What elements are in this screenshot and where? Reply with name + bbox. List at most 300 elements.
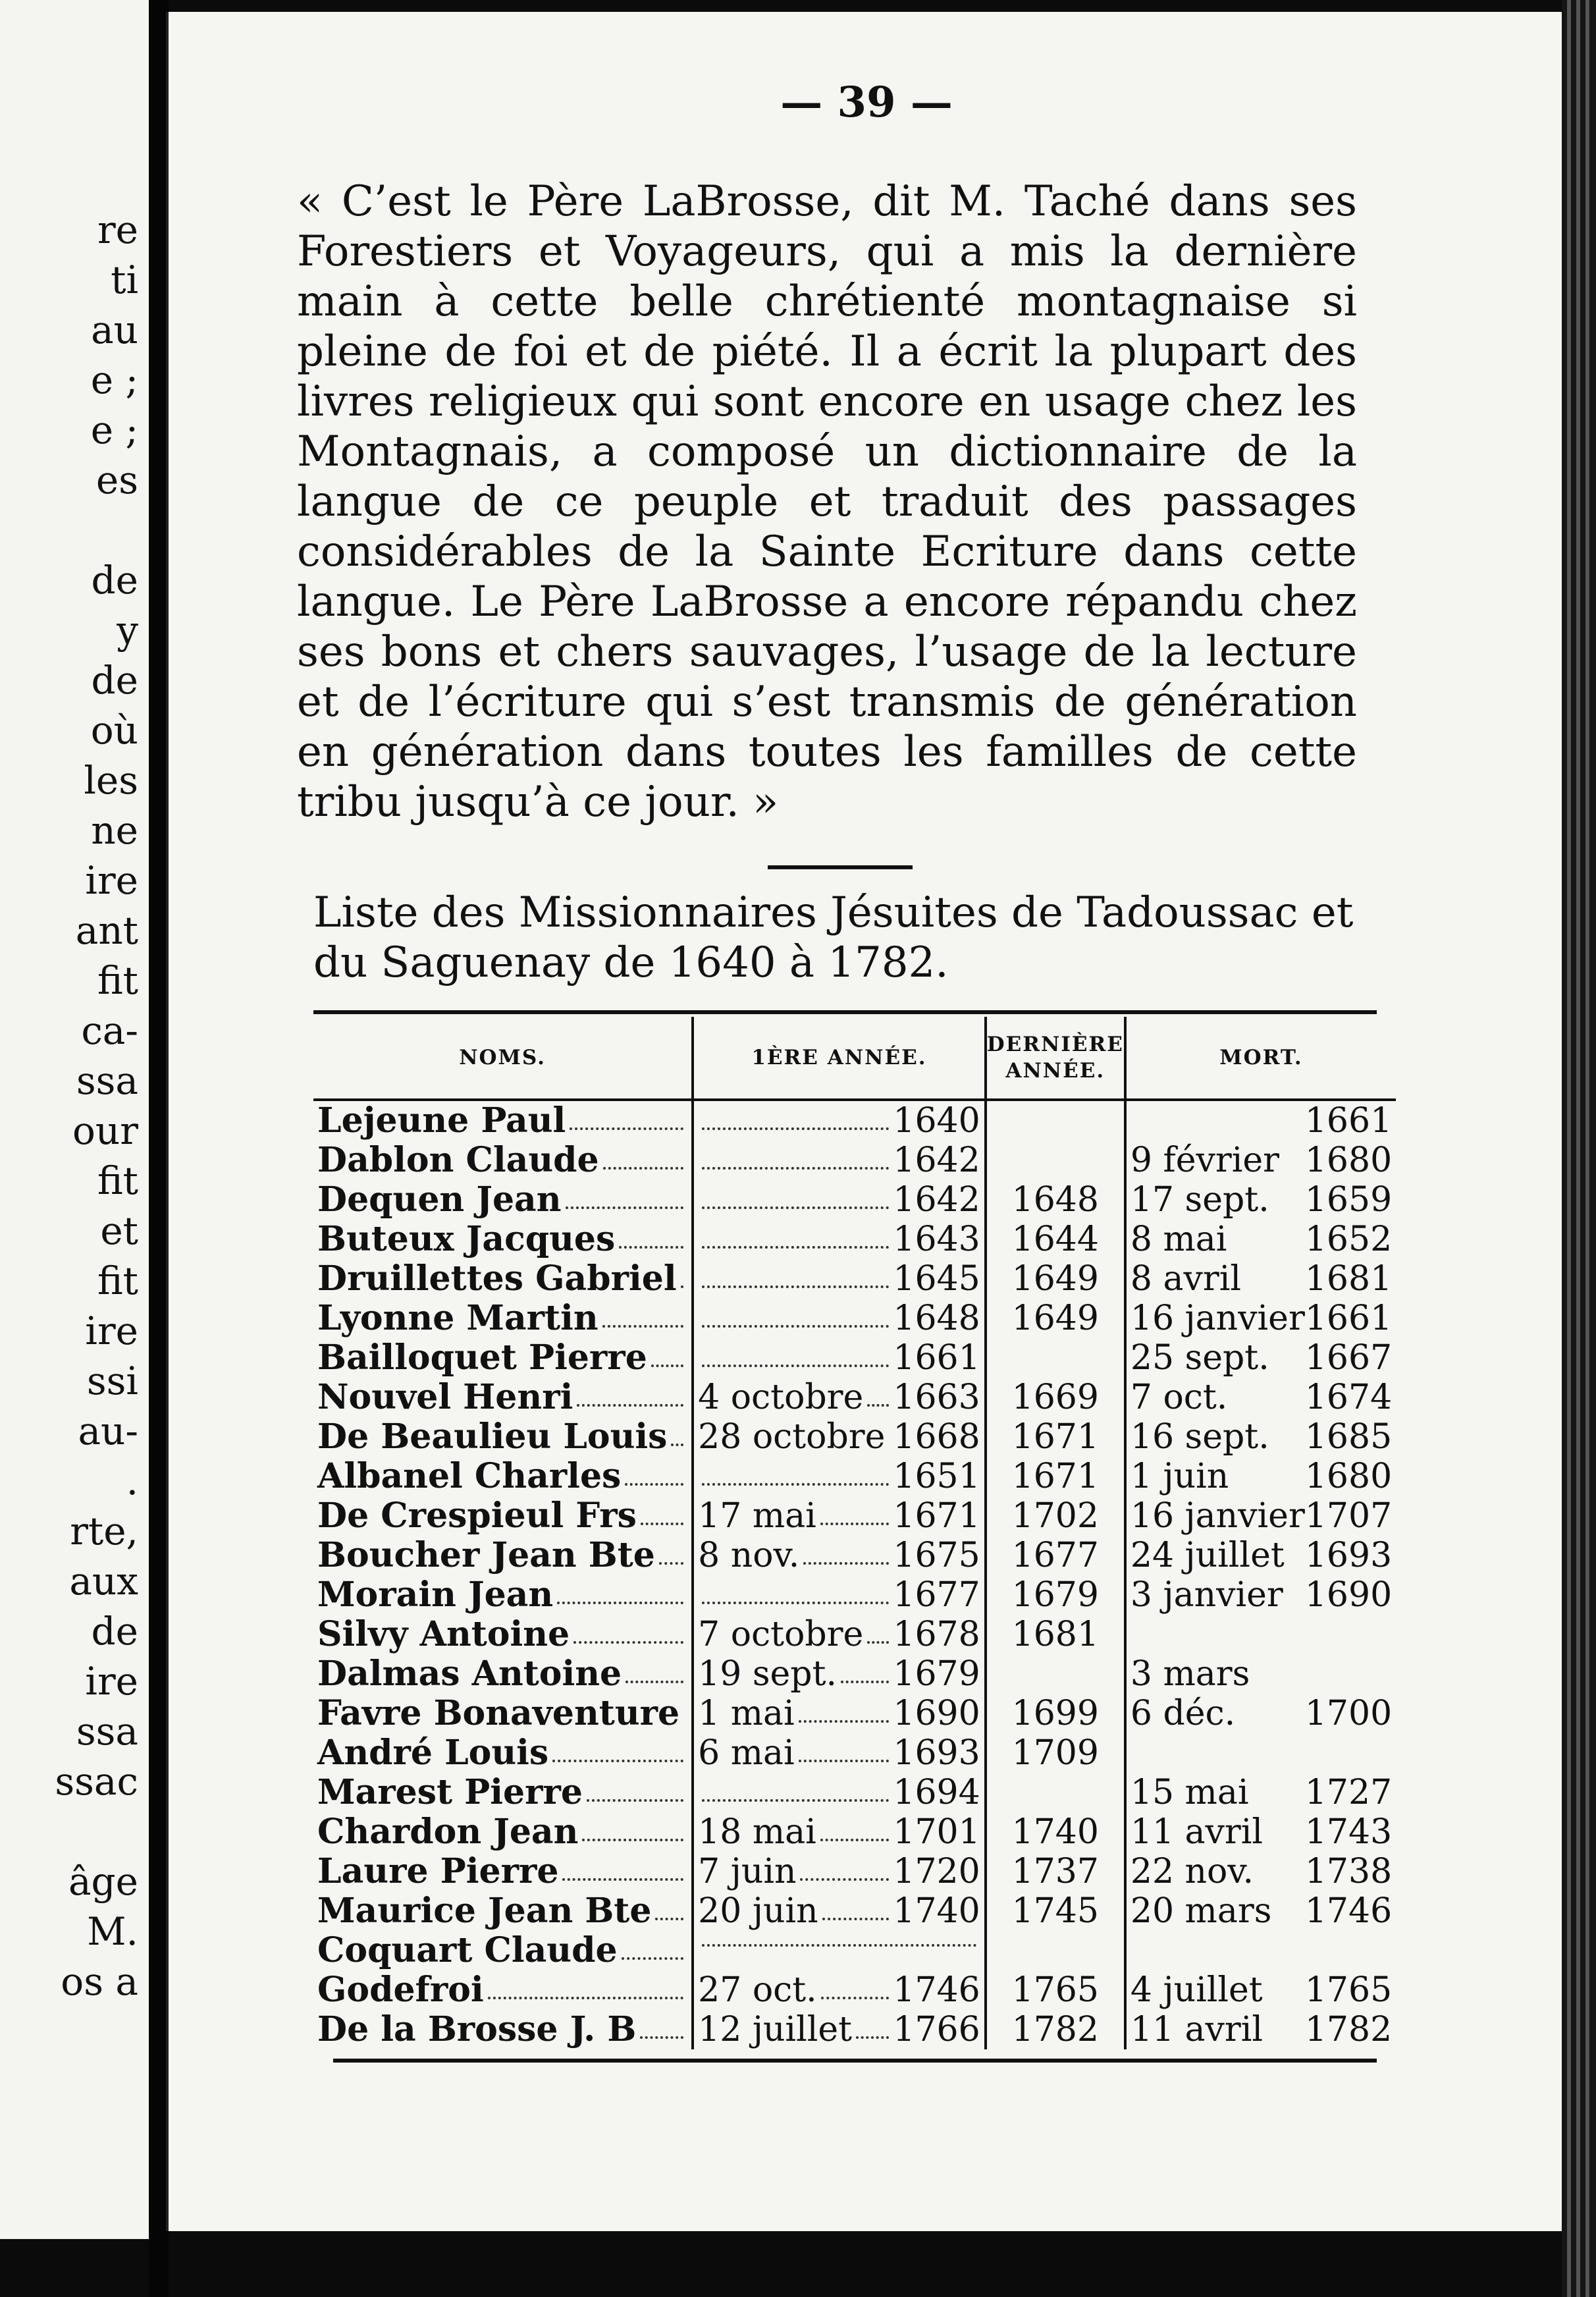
- last-year-cell: 1669: [986, 1378, 1125, 1417]
- death-cell: [1125, 1100, 1396, 1141]
- last-year-cell: 1765: [986, 1970, 1125, 2010]
- section-divider: [768, 865, 913, 869]
- first-date: 18 mai: [698, 1812, 816, 1852]
- leader-dots: [702, 1299, 889, 1328]
- list-title: Liste des Missionnaires Jésuites de Tadoussac et du Saguenay de 1640 à 1782.: [313, 888, 1354, 987]
- first-year: 1690: [893, 1694, 980, 1733]
- table-row: [313, 1100, 1396, 1141]
- death-cell: [1125, 1970, 1396, 2010]
- left-page-line: rte,: [70, 1509, 138, 1554]
- name-text: Dalmas Antoine: [317, 1654, 622, 1694]
- missionary-name: [313, 1852, 693, 1891]
- book-page: [166, 12, 1564, 2231]
- first-year-cell: [693, 1141, 986, 1180]
- missionary-name: [313, 2010, 693, 2049]
- last-year-cell: 1709: [986, 1733, 1125, 1773]
- left-page-line: os a: [61, 1959, 138, 2004]
- missionary-name: [313, 1180, 693, 1220]
- missionary-name: [313, 1575, 693, 1615]
- page-edge: [1562, 0, 1596, 2297]
- death-date: 3 janvier: [1130, 1575, 1283, 1615]
- name-text: Favre Bonaventure: [317, 1694, 680, 1733]
- table-row: [313, 1891, 1396, 1931]
- left-page-line: ssa: [76, 1709, 138, 1754]
- left-page-line: .: [126, 1459, 138, 1503]
- last-year-cell: 1649: [986, 1259, 1125, 1299]
- name-text: Silvy Antoine: [317, 1615, 570, 1654]
- death-date: 22 nov.: [1130, 1852, 1254, 1891]
- first-year: 1701: [893, 1812, 980, 1852]
- first-year: 1678: [893, 1615, 980, 1654]
- leader-dots: [641, 1496, 683, 1525]
- last-year-cell: [986, 1100, 1125, 1141]
- missionary-name: [313, 1812, 693, 1852]
- last-year-cell: 1671: [986, 1457, 1125, 1496]
- left-page-line: au: [91, 308, 138, 352]
- left-page-line: où: [90, 708, 138, 753]
- left-page-line: es: [95, 458, 138, 502]
- first-year: 1679: [893, 1654, 980, 1694]
- leader-dots: [625, 1457, 683, 1486]
- leader-dots: [488, 1970, 683, 1999]
- missionary-name: [313, 1694, 693, 1733]
- last-year-cell: 1782: [986, 2010, 1125, 2049]
- missionary-name: [313, 1496, 693, 1536]
- leader-dots: [640, 2010, 683, 2039]
- left-page-line: ant: [75, 908, 138, 953]
- first-year: 1645: [893, 1259, 980, 1299]
- death-year: 1652: [1304, 1220, 1393, 1259]
- leader-dots: [799, 1733, 890, 1762]
- death-date: 16 sept.: [1130, 1417, 1269, 1457]
- header-death: MORT.: [1125, 1017, 1396, 1100]
- last-year-cell: 1677: [986, 1536, 1125, 1575]
- leader-dots: [681, 1259, 684, 1288]
- last-year-cell: 1745: [986, 1891, 1125, 1931]
- death-year: 1667: [1304, 1338, 1393, 1378]
- left-page-line: les: [84, 758, 138, 803]
- name-text: De Beaulieu Louis: [317, 1417, 668, 1457]
- death-date: 3 mars: [1130, 1654, 1250, 1694]
- name-text: Bailloquet Pierre: [317, 1338, 647, 1378]
- death-year: 1659: [1304, 1180, 1393, 1220]
- leader-dots: [570, 1101, 683, 1130]
- leader-dots: [625, 1654, 683, 1683]
- death-cell: [1125, 1141, 1396, 1180]
- first-date: 19 sept.: [698, 1654, 837, 1694]
- leader-dots: [602, 1299, 683, 1328]
- death-cell: [1125, 1615, 1396, 1654]
- table-row: [313, 1299, 1396, 1338]
- first-year: 1677: [893, 1575, 980, 1615]
- table-row: [313, 1654, 1396, 1694]
- name-text: Marest Pierre: [317, 1773, 583, 1812]
- name-text: Coquart Claude: [317, 1931, 618, 1970]
- missionary-name: [313, 1891, 693, 1931]
- header-last-year: DERNIÈRE ANNÉE.: [986, 1017, 1125, 1100]
- left-page-line: âge: [68, 1859, 138, 1904]
- name-text: Dequen Jean: [317, 1180, 562, 1220]
- leader-dots: [582, 1812, 683, 1841]
- leader-dots: [552, 1733, 683, 1762]
- leader-dots: [799, 1694, 890, 1723]
- last-year-cell: [986, 1338, 1125, 1378]
- death-year: 1674: [1304, 1378, 1393, 1417]
- first-year: 1694: [893, 1773, 980, 1812]
- left-page-line: fit: [97, 1158, 138, 1203]
- left-page-line: de: [91, 658, 138, 703]
- missionary-name: [313, 1259, 693, 1299]
- name-text: Morain Jean: [317, 1575, 554, 1615]
- leader-dots: [702, 1575, 889, 1604]
- first-year-cell: [693, 1970, 986, 2010]
- first-year-cell: [693, 1931, 986, 1970]
- left-page-line: au-: [78, 1409, 138, 1453]
- death-cell: [1125, 1496, 1396, 1536]
- last-year-cell: 1681: [986, 1615, 1125, 1654]
- table-row: [313, 1536, 1396, 1575]
- table-row: [313, 1931, 1396, 1970]
- table-row: [313, 1180, 1396, 1220]
- last-year-cell: 1737: [986, 1852, 1125, 1891]
- left-page-line: ca-: [81, 1008, 138, 1053]
- last-year-cell: [986, 1141, 1125, 1180]
- name-text: Chardon Jean: [317, 1812, 579, 1852]
- first-date: 12 juillet: [698, 2010, 852, 2049]
- left-page-line: aux: [69, 1559, 138, 1604]
- last-year-cell: 1648: [986, 1180, 1125, 1220]
- leader-dots: [562, 1852, 683, 1881]
- missionary-name: [313, 1100, 693, 1141]
- first-date: 7 juin: [698, 1852, 797, 1891]
- leader-dots: [800, 1852, 889, 1881]
- death-year: 1743: [1304, 1812, 1393, 1852]
- table-row: [313, 1378, 1396, 1417]
- first-year-cell: [693, 1259, 986, 1299]
- first-year-cell: [693, 1654, 986, 1694]
- leader-dots: [577, 1378, 683, 1407]
- death-cell: [1125, 1575, 1396, 1615]
- first-year: 1643: [893, 1220, 980, 1259]
- leader-dots: [622, 1931, 684, 1960]
- death-year: 1727: [1304, 1773, 1393, 1812]
- death-cell: [1125, 1299, 1396, 1338]
- first-year: 1675: [893, 1536, 980, 1575]
- missionary-name: [313, 1654, 693, 1694]
- death-cell: [1125, 1180, 1396, 1220]
- name-text: Lejeune Paul: [317, 1100, 566, 1141]
- death-cell: [1125, 1891, 1396, 1931]
- death-year: 1700: [1304, 1694, 1393, 1733]
- missionary-name: [313, 1536, 693, 1575]
- left-page-line: ssa: [76, 1058, 138, 1103]
- table-row: [313, 1417, 1396, 1457]
- first-year-cell: [693, 1812, 986, 1852]
- death-cell: [1125, 1931, 1396, 1970]
- missionary-name: [313, 1457, 693, 1496]
- left-page-line: ire: [85, 1659, 138, 1704]
- death-date: 8 avril: [1130, 1259, 1241, 1299]
- header-names: NOMS.: [313, 1017, 693, 1100]
- leader-dots: [702, 1944, 976, 1947]
- leader-dots: [867, 1378, 889, 1407]
- death-cell: [1125, 1852, 1396, 1891]
- first-year-cell: [693, 1378, 986, 1417]
- name-text: Maurice Jean Bte: [317, 1891, 652, 1931]
- death-cell: [1125, 1733, 1396, 1773]
- death-date: 11 avril: [1130, 2010, 1264, 2049]
- left-page-line: M.: [87, 1909, 138, 1954]
- missionary-name: [313, 1615, 693, 1654]
- death-year: 1707: [1304, 1496, 1393, 1536]
- table-row: [313, 1338, 1396, 1378]
- first-year-cell: [693, 1417, 986, 1457]
- name-text: André Louis: [317, 1733, 549, 1773]
- table-row: [313, 2010, 1396, 2049]
- left-page-line: ire: [85, 1309, 138, 1353]
- missionary-name: [313, 1220, 693, 1259]
- missionary-name: [313, 1299, 693, 1338]
- death-year: 1680: [1304, 1457, 1393, 1496]
- leader-dots: [820, 1812, 890, 1841]
- leader-dots: [702, 1141, 889, 1170]
- death-date: 6 déc.: [1130, 1694, 1236, 1733]
- last-year-cell: 1644: [986, 1220, 1125, 1259]
- page-number: — 39 —: [780, 78, 953, 127]
- first-year-cell: [693, 1575, 986, 1615]
- leader-dots: [557, 1575, 683, 1604]
- leader-dots: [702, 1773, 889, 1802]
- death-date: 20 mars: [1130, 1891, 1272, 1931]
- last-year-cell: 1649: [986, 1299, 1125, 1338]
- first-year-cell: [693, 1536, 986, 1575]
- first-year-cell: [693, 1773, 986, 1812]
- leader-dots: [702, 1457, 889, 1486]
- death-year: 1738: [1304, 1852, 1393, 1891]
- missionary-name: [313, 1970, 693, 2010]
- last-year-cell: [986, 1931, 1125, 1970]
- death-cell: [1125, 2010, 1396, 2049]
- left-page-line: y: [117, 608, 138, 653]
- left-page-line: ssi: [86, 1359, 138, 1403]
- death-year: 1661: [1304, 1299, 1393, 1338]
- first-year: 1642: [893, 1180, 980, 1220]
- death-year: 1685: [1304, 1417, 1393, 1457]
- table-top-rule: [313, 1010, 1377, 1014]
- leader-dots: [603, 1141, 684, 1170]
- leader-dots: [702, 1220, 889, 1249]
- left-page-line: et: [100, 1208, 138, 1253]
- death-cell: [1125, 1773, 1396, 1812]
- last-year-cell: [986, 1654, 1125, 1694]
- first-year-cell: [693, 1496, 986, 1536]
- leader-dots: [820, 1496, 890, 1525]
- table-row: [313, 1220, 1396, 1259]
- first-date: 8 nov.: [698, 1536, 800, 1575]
- leader-dots: [841, 1654, 889, 1683]
- left-page-line: ti: [111, 257, 138, 302]
- left-page-fragment: [0, 0, 149, 2239]
- first-date: 20 juin: [698, 1891, 818, 1931]
- table-row: [313, 1812, 1396, 1852]
- name-text: Lyonne Martin: [317, 1299, 598, 1338]
- table-bottom-rule: [333, 2059, 1377, 2063]
- leader-dots: [702, 1180, 889, 1209]
- first-date: 1 mai: [698, 1694, 795, 1733]
- name-text: De la Brosse J. B: [317, 2010, 637, 2049]
- left-page-line: e ;: [90, 358, 138, 402]
- missionary-name: [313, 1773, 693, 1812]
- first-year: 1651: [893, 1457, 980, 1496]
- name-text: Boucher Jean Bte: [317, 1536, 655, 1575]
- first-year: 1693: [893, 1733, 980, 1773]
- death-date: 16 janvier: [1130, 1496, 1305, 1536]
- name-text: Druillettes Gabriel: [317, 1259, 677, 1299]
- death-cell: [1125, 1378, 1396, 1417]
- death-year: 1661: [1304, 1101, 1393, 1141]
- first-year-cell: [693, 1299, 986, 1338]
- first-year: 1671: [893, 1496, 980, 1536]
- last-year-cell: 1699: [986, 1694, 1125, 1733]
- first-year-cell: [693, 2010, 986, 2049]
- missionary-name: [313, 1378, 693, 1417]
- leader-dots: [655, 1891, 683, 1920]
- table-row: [313, 1694, 1396, 1733]
- quote-paragraph: « C’est le Père LaBrosse, dit M. Taché dans ses Forestiers et Voyageurs, qui a mis la dernière main à cette belle chrétienté montagnaise si pleine de foi et de piété. Il a écrit la plupart des livres religieux qui sont encore en usage chez les Montagnais, a composé un dictionnaire de la langue de ce peuple et traduit des passages considérables de la Sainte Ecriture dans cette langue. Le Père LaBrosse a encore répandu chez ses bons et chers sauvages, l’usage de la lecture et de l’écriture qui s’est transmis de génération en génération dans toutes les familles de cette tribu jusqu’à ce jour. »: [297, 177, 1357, 826]
- leader-dots: [659, 1536, 683, 1565]
- first-year-cell: [693, 1891, 986, 1931]
- missionary-name: [313, 1141, 693, 1180]
- leader-dots: [651, 1338, 683, 1367]
- last-year-cell: 1679: [986, 1575, 1125, 1615]
- death-cell: [1125, 1536, 1396, 1575]
- death-date: 17 sept.: [1130, 1180, 1269, 1220]
- death-year: 1690: [1304, 1575, 1393, 1615]
- leader-dots: [566, 1180, 684, 1209]
- death-cell: [1125, 1812, 1396, 1852]
- first-date: 28 octobre: [698, 1417, 886, 1457]
- first-date: 27 oct.: [698, 1970, 817, 2010]
- table-row: [313, 1852, 1396, 1891]
- leader-dots: [573, 1615, 683, 1644]
- table-row: [313, 1615, 1396, 1654]
- first-year: 1640: [893, 1101, 980, 1141]
- table-row: [313, 1773, 1396, 1812]
- first-year-cell: [693, 1852, 986, 1891]
- missionary-name: [313, 1931, 693, 1970]
- name-text: De Crespieul Frs: [317, 1496, 637, 1536]
- death-date: 1 juin: [1130, 1457, 1229, 1496]
- name-text: Dablon Claude: [317, 1141, 599, 1180]
- left-page-line: de: [91, 558, 138, 603]
- last-year-cell: [986, 1773, 1125, 1812]
- leader-dots: [619, 1220, 683, 1249]
- header-first-year: 1ÈRE ANNÉE.: [693, 1017, 986, 1100]
- table-row: [313, 1259, 1396, 1299]
- death-date: 7 oct.: [1130, 1378, 1228, 1417]
- left-page-line: e ;: [90, 408, 138, 452]
- leader-dots: [867, 1615, 889, 1644]
- name-text: Albanel Charles: [317, 1457, 622, 1496]
- first-year-cell: [693, 1338, 986, 1378]
- leader-dots: [702, 1338, 889, 1367]
- death-year: 1693: [1304, 1536, 1393, 1575]
- first-date: 17 mai: [698, 1496, 816, 1536]
- death-year: 1681: [1304, 1259, 1393, 1299]
- name-text: Nouvel Henri: [317, 1378, 573, 1417]
- first-year: 1720: [893, 1852, 980, 1891]
- death-cell: [1125, 1259, 1396, 1299]
- death-cell: [1125, 1220, 1396, 1259]
- table-row: [313, 1457, 1396, 1496]
- first-year: 1746: [893, 1970, 980, 2010]
- death-cell: [1125, 1417, 1396, 1457]
- left-page-line: fit: [97, 958, 138, 1003]
- death-date: 25 sept.: [1130, 1338, 1269, 1378]
- death-date: 9 février: [1130, 1141, 1279, 1180]
- left-page-line: ire: [85, 858, 138, 903]
- death-year: 1782: [1304, 2010, 1393, 2049]
- first-date: 7 octobre: [698, 1615, 864, 1654]
- death-date: 15 mai: [1130, 1773, 1249, 1812]
- leader-dots: [671, 1417, 683, 1446]
- first-year-cell: [693, 1733, 986, 1773]
- missionary-name: [313, 1733, 693, 1773]
- table-body: [313, 1100, 1396, 2049]
- left-page-line: ssac: [55, 1759, 138, 1804]
- leader-dots: [702, 1259, 889, 1288]
- left-page-line: fit: [97, 1258, 138, 1303]
- death-date: 11 avril: [1130, 1812, 1264, 1852]
- death-cell: [1125, 1694, 1396, 1733]
- leader-dots: [587, 1773, 683, 1802]
- name-text: Godefroi: [317, 1970, 484, 2010]
- table-row: [313, 1733, 1396, 1773]
- leader-dots: [821, 1970, 890, 1999]
- first-date: 4 octobre: [698, 1378, 864, 1417]
- leader-dots: [822, 1891, 890, 1920]
- death-date: 8 mai: [1130, 1220, 1227, 1259]
- death-date: 16 janvier: [1130, 1299, 1305, 1338]
- left-page-line: ne: [91, 808, 138, 853]
- death-year: 1680: [1304, 1141, 1393, 1180]
- death-cell: [1125, 1654, 1396, 1694]
- name-text: Buteux Jacques: [317, 1220, 616, 1259]
- missionaries-table: [313, 1017, 1396, 2049]
- table-row: [313, 1141, 1396, 1180]
- left-page-line: re: [97, 207, 138, 252]
- first-year-cell: [693, 1457, 986, 1496]
- table-row: [313, 1970, 1396, 2010]
- death-cell: [1125, 1457, 1396, 1496]
- missionary-name: [313, 1417, 693, 1457]
- first-year: 1740: [893, 1891, 980, 1931]
- table-header-row: [313, 1017, 1396, 1100]
- left-page-line: de: [91, 1609, 138, 1654]
- last-year-cell: 1671: [986, 1417, 1125, 1457]
- death-date: 24 juillet: [1130, 1536, 1285, 1575]
- first-date: 6 mai: [698, 1733, 795, 1773]
- leader-dots: [702, 1101, 889, 1130]
- death-year: 1746: [1304, 1891, 1393, 1931]
- death-year: 1765: [1304, 1970, 1393, 2010]
- first-year-cell: [693, 1100, 986, 1141]
- table-row: [313, 1496, 1396, 1536]
- first-year: 1648: [893, 1299, 980, 1338]
- missionary-name: [313, 1338, 693, 1378]
- first-year: 1642: [893, 1141, 980, 1180]
- name-text: Laure Pierre: [317, 1852, 559, 1891]
